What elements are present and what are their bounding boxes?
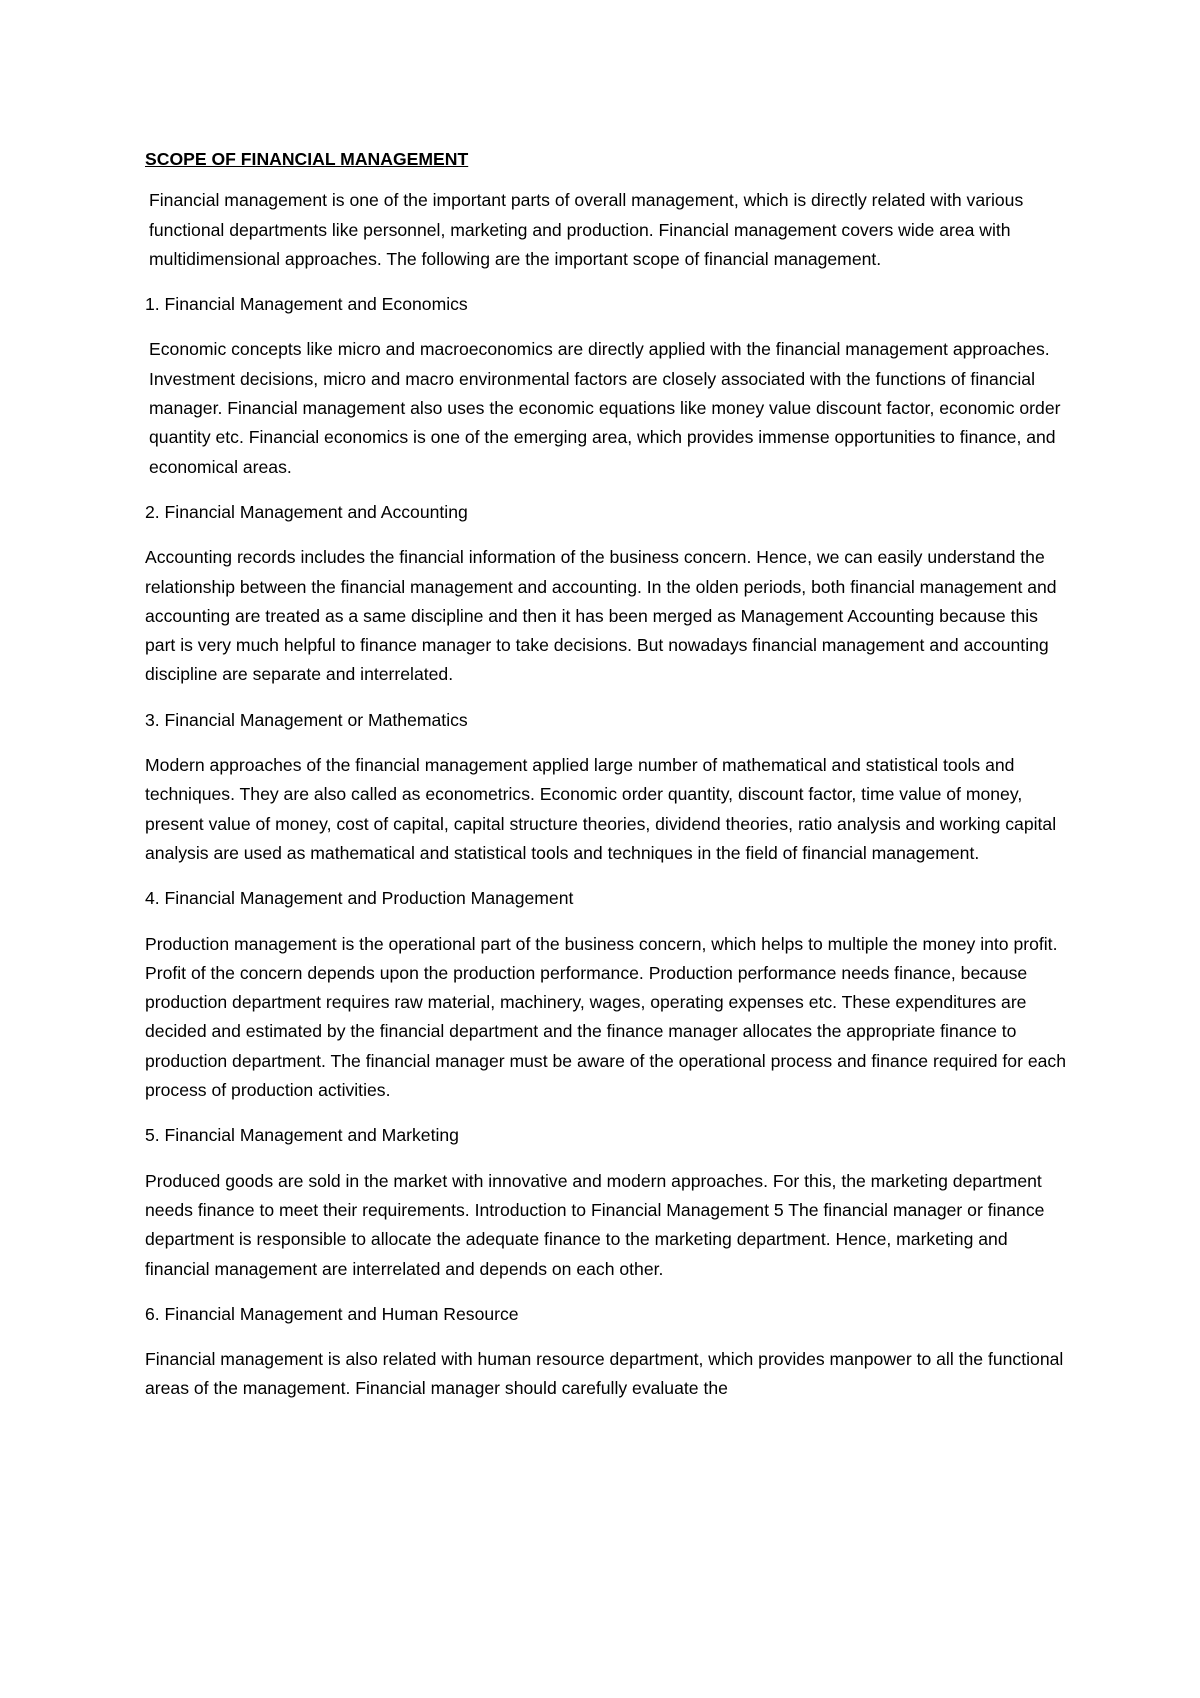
intro-paragraph: Financial management is one of the important parts of overall management, which is directly related with various functional departments like personnel, marketing and production. Financial management covers wide area with multidimensional approaches. The following are the important scope of financial management.	[149, 190, 1024, 269]
section-body-marketing: Produced goods are sold in the market with innovative and modern approaches. For this, the marketing department needs finance to meet their requirements. Introduction to Financial Management 5 The financial manager or finance department is responsible to allocate the adequate finance to the marketing department. Hence, marketing and financial management are interrelated and depends on each other.	[145, 1170, 1045, 1279]
section-body-human-resource: Financial management is also related with human resource department, which provides manpower to all the functional areas of the management. Financial manager should carefully evaluate the	[145, 1349, 1064, 1399]
section-body-production: Production management is the operational part of the business concern, which helps to multiple the money into profit. Profit of the concern depends upon the production performance. Production performance needs finance, because production department requires raw material, machinery, wages, operating expenses etc. These expenditures are decided and estimated by the financial department and the finance manager allocates the appropriate finance to production department. The financial manager must be aware of the operational process and finance required for each process of production activities.	[145, 933, 1066, 1101]
section-heading-production: 4. Financial Management and Production Management	[145, 888, 574, 909]
section-heading-human-resource: 6. Financial Management and Human Resource	[145, 1303, 519, 1324]
section-body-economics: Economic concepts like micro and macroeconomics are directly applied with the financial management approaches. Investment decisions, micro and macro environmental factors are closely associated with the functions of financial manager. Financial management also uses the economic equations like money value discount factor, economic order quantity etc. Financial economics is one of the emerging area, which provides immense opportunities to finance, and economical areas.	[149, 339, 1061, 477]
section-heading-accounting: 2. Financial Management and Accounting	[145, 501, 468, 522]
section-body-accounting: Accounting records includes the financial information of the business concern. Hence, we can easily understand the relationship between the financial management and accounting. In the olden periods, both financial management and accounting are treated as a same discipline and then it has been merged as Management Accounting because this part is very much helpful to finance manager to take decisions. But nowadays financial management and accounting discipline are separate and interrelated.	[145, 547, 1057, 685]
section-body-mathematics: Modern approaches of the financial management applied large number of mathematical and statistical tools and techniques. They are also called as econometrics. Economic order quantity, discount factor, time value of money, present value of money, cost of capital, capital structure theories, dividend theories, ratio analysis and working capital analysis are used as mathematical and statistical tools and techniques in the field of financial management.	[145, 755, 1057, 863]
section-heading-mathematics: 3. Financial Management or Mathematics	[145, 709, 468, 730]
document-content	[145, 145, 1070, 1420]
document-title: SCOPE OF FINANCIAL MANAGEMENT	[145, 149, 469, 169]
section-heading-marketing: 5. Financial Management and Marketing	[145, 1125, 459, 1146]
section-heading-economics: 1. Financial Management and Economics	[145, 294, 468, 315]
